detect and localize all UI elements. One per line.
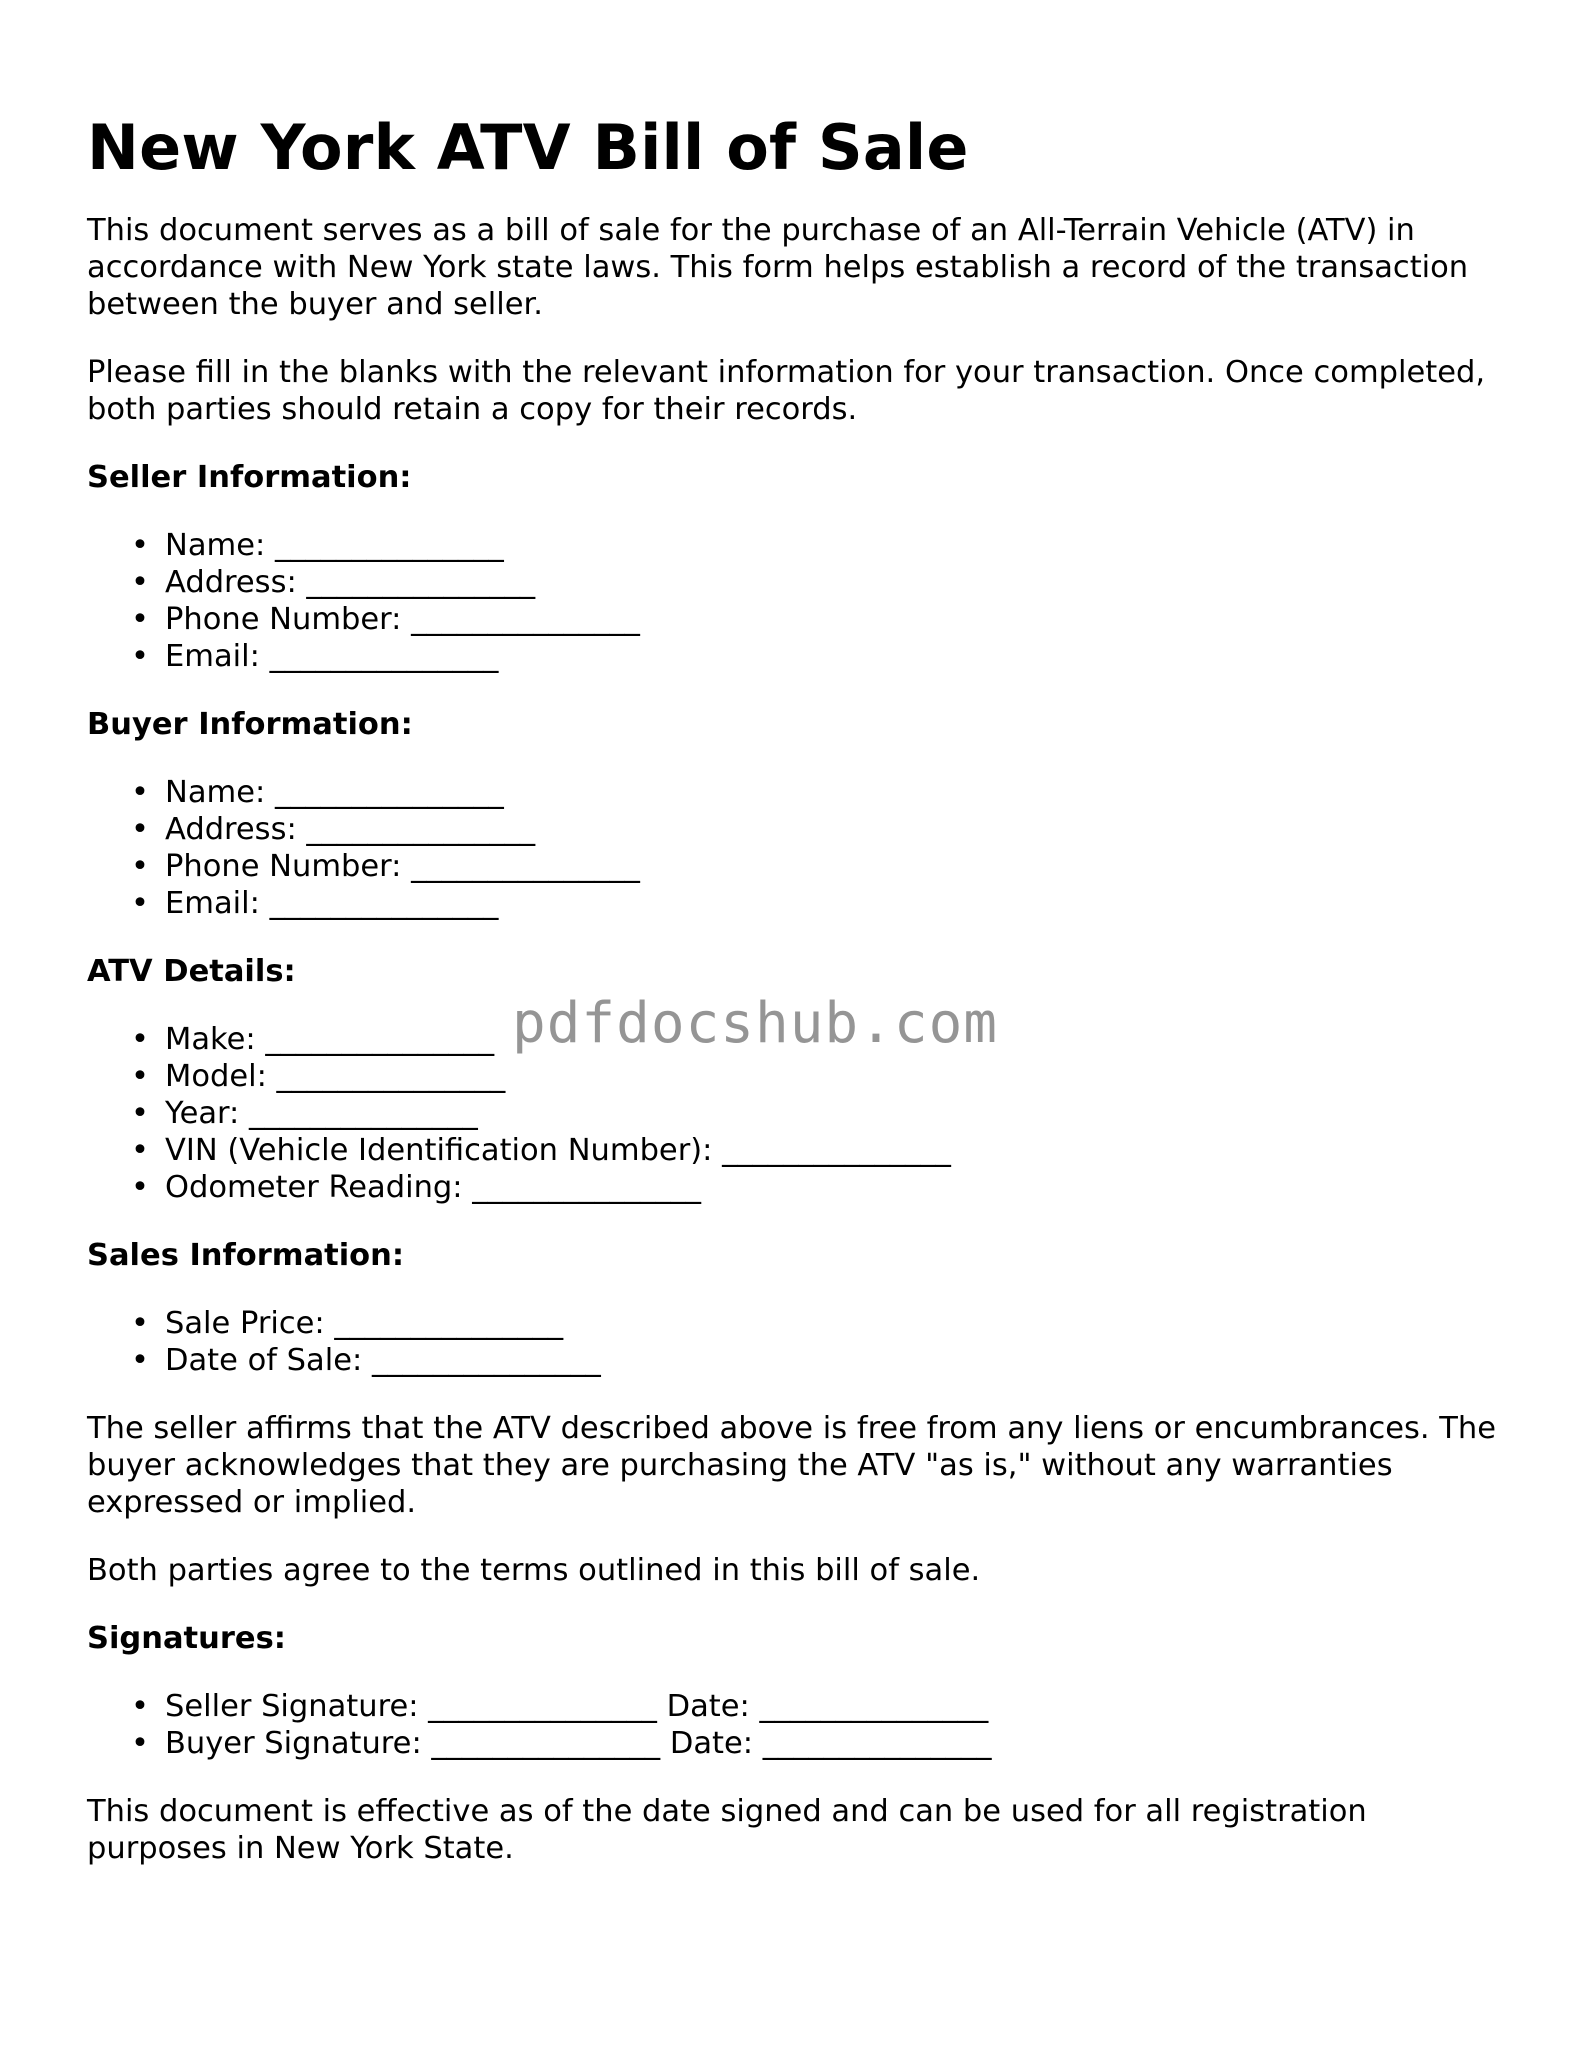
- atv-year-item: [131, 1095, 1507, 1132]
- buyer-address-item: [131, 811, 1507, 848]
- list-item-text: Address: _______________: [165, 812, 536, 847]
- sales-heading: Sales Information:: [87, 1238, 405, 1273]
- seller-signature-item: [131, 1688, 1507, 1725]
- watermark: pdfdocshub.com: [512, 991, 999, 1056]
- seller-address-item: [131, 564, 1507, 601]
- list-item-text: Address: _______________: [165, 565, 536, 600]
- agreement-paragraph: Both parties agree to the terms outlined in this bill of sale.: [87, 1553, 981, 1588]
- list-item-text: Seller Signature: _______________ Date: _______________: [165, 1689, 989, 1724]
- atv-details-heading: ATV Details:: [87, 954, 296, 989]
- bullet: •: [131, 1133, 149, 1168]
- bullet: •: [131, 849, 149, 884]
- closing-paragraph: This document is effective as of the date signed and can be used for all registration purposes in New York State.: [87, 1794, 1367, 1866]
- bullet: •: [131, 1306, 149, 1341]
- buyer-heading: Buyer Information:: [87, 707, 413, 742]
- bullet: •: [131, 1689, 149, 1724]
- buyer-list: [87, 774, 1507, 922]
- bullet: •: [131, 886, 149, 921]
- list-item-text: Email: _______________: [165, 886, 499, 921]
- sales-list: [87, 1305, 1507, 1379]
- seller-email-item: [131, 638, 1507, 675]
- buyer-phone-item: [131, 848, 1507, 885]
- intro-paragraph: This document serves as a bill of sale for the purchase of an All-Terrain Vehicle (ATV) in accordance with New York state laws. This form helps establish a record of the transaction between the buyer and seller.: [87, 213, 1469, 322]
- page-title: New York ATV Bill of Sale: [87, 111, 969, 184]
- bullet: •: [131, 1096, 149, 1131]
- bullet: •: [131, 812, 149, 847]
- seller-heading: Seller Information:: [87, 460, 412, 495]
- seller-phone-item: [131, 601, 1507, 638]
- list-item-text: Name: _______________: [165, 775, 504, 810]
- list-item-text: VIN (Vehicle Identification Number): _______________: [165, 1133, 951, 1168]
- bullet: •: [131, 639, 149, 674]
- list-item-text: Make: _______________: [165, 1022, 495, 1057]
- list-item-text: Model: _______________: [165, 1059, 506, 1094]
- signatures-list: [87, 1688, 1507, 1762]
- buyer-signature-item: [131, 1725, 1507, 1762]
- list-item-text: Name: _______________: [165, 528, 504, 563]
- list-item-text: Email: _______________: [165, 639, 499, 674]
- list-item-text: Odometer Reading: _______________: [165, 1170, 701, 1205]
- atv-vin-item: [131, 1132, 1507, 1169]
- bullet: •: [131, 1343, 149, 1378]
- buyer-name-item: [131, 774, 1507, 811]
- bullet: •: [131, 528, 149, 563]
- seller-list: [87, 527, 1507, 675]
- bullet: •: [131, 602, 149, 637]
- instructions-paragraph: Please fill in the blanks with the relevant information for your transaction. Once completed, both parties should retain a copy for their records.: [87, 355, 1486, 427]
- list-item-text: Year: _______________: [165, 1096, 478, 1131]
- sale-price-item: [131, 1305, 1507, 1342]
- bullet: •: [131, 1726, 149, 1761]
- list-item-text: Sale Price: _______________: [165, 1306, 564, 1341]
- list-item-text: Phone Number: _______________: [165, 849, 640, 884]
- bullet: •: [131, 565, 149, 600]
- list-item-text: Buyer Signature: _______________ Date: _______________: [165, 1726, 992, 1761]
- affirmation-paragraph: The seller affirms that the ATV described above is free from any liens or encumbrances. The buyer acknowledges that they are purchasing the ATV "as is," without any warranties expressed or implied.: [87, 1411, 1496, 1520]
- signatures-heading: Signatures:: [87, 1621, 286, 1656]
- list-item-text: Date of Sale: _______________: [165, 1343, 601, 1378]
- bullet: •: [131, 1022, 149, 1057]
- date-of-sale-item: [131, 1342, 1507, 1379]
- list-item-text: Phone Number: _______________: [165, 602, 640, 637]
- seller-name-item: [131, 527, 1507, 564]
- buyer-email-item: [131, 885, 1507, 922]
- bullet: •: [131, 775, 149, 810]
- atv-model-item: [131, 1058, 1507, 1095]
- bullet: •: [131, 1059, 149, 1094]
- bullet: •: [131, 1170, 149, 1205]
- atv-odometer-item: [131, 1169, 1507, 1206]
